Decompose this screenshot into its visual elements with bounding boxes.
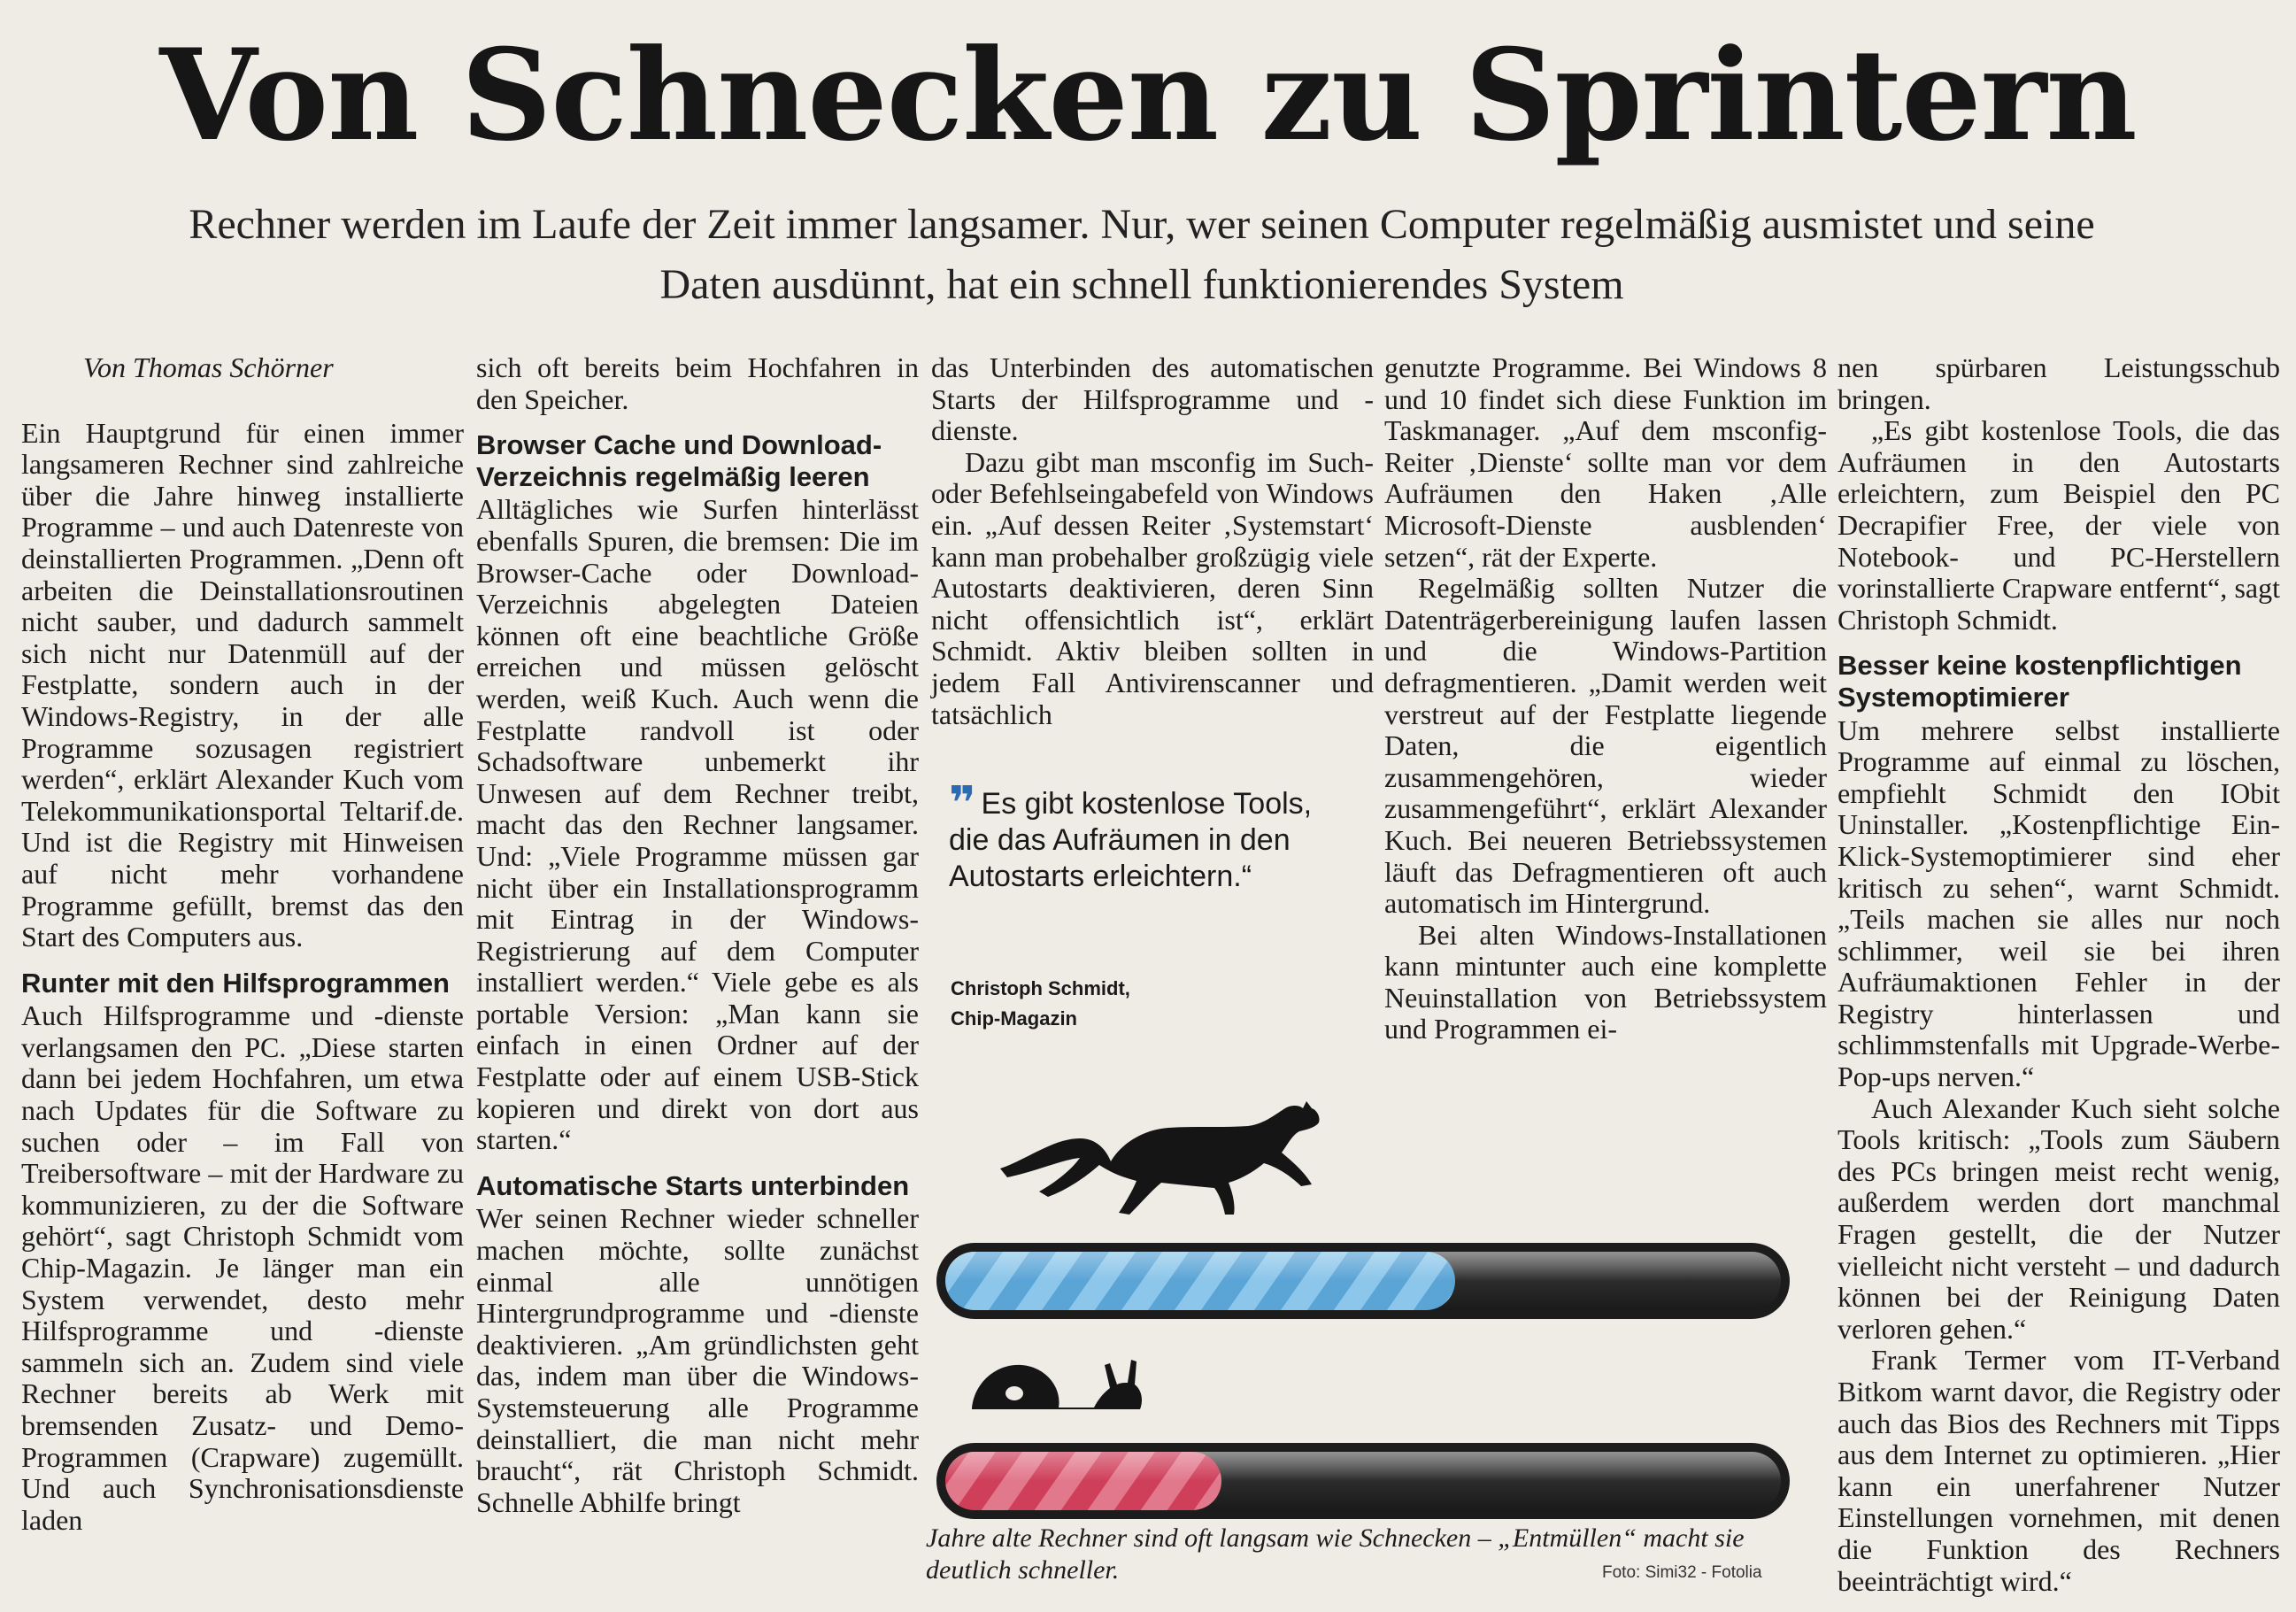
paragraph: Frank Termer vom IT-Verband Bitkom warnt davor, die Registry oder auch das Bios des Rechners mit Tipps aus dem Internet zu optimieren. „Hier kann ein unerfahrener Nutzer Einstellungen vornehmen, mit denen die Funktion des Rechners beeinträchtigt wird.“	[1838, 1344, 2280, 1597]
slow-progress-bar	[936, 1443, 1790, 1519]
pull-quote-source-name: Christoph Schmidt,	[951, 977, 1130, 999]
article-column-1	[21, 352, 464, 1536]
paragraph: „Es gibt kostenlose Tools, die das Aufräumen in den Autostarts erleichtern, zum Beispiel den PC Decrapifier Free, der viele von Notebook- und PC-Herstellern vorinstallierte Crapware entfernt“, sagt Christoph Schmidt.	[1838, 414, 2280, 636]
subheadline: Rechner werden im Laufe der Zeit immer langsamer. Nur, wer seinen Computer regelmäßig ausmistet und seine Daten ausdünnt, hat ein schnell funktionierendes System	[189, 201, 2095, 308]
paragraph: Dazu gibt man msconfig im Such- oder Befehlseingabefeld von Windows ein. „Auf dessen Reiter ‚Systemstart‘ kann man probehalber großzügig viele Autostarts deaktivieren, deren Sinn nicht offensichtlich ist“, erklärt Schmidt. Aktiv bleiben sollten in jedem Fall Antivirenscanner und tatsächlich	[931, 445, 1374, 730]
pull-quote-text: Es gibt kostenlose Tools, die das Aufräumen in den Autostarts erleichtern.“	[949, 787, 1313, 893]
article-column-3	[931, 351, 1374, 730]
paragraph: genutzte Programme. Bei Windows 8 und 10 findet sich diese Funktion im Taskmanager. „Auf dem msconfig-Reiter ‚Dienste‘ sollte man vor dem Aufräumen den Haken ‚Alle Microsoft-Dienste ausblenden‘ setzen“, rät der Experte.	[1384, 351, 1827, 573]
cheetah-icon	[1000, 1101, 1320, 1215]
paragraph: sich oft bereits beim Hochfahren in den Speicher.	[476, 351, 919, 415]
section-heading: Browser Cache und Download-Verzeichnis regelmäßig leeren	[476, 429, 882, 492]
paragraph: Regelmäßig sollten Nutzer die Datenträgerbereinigung laufen lassen und die Windows-Partition defragmentieren. „Damit werden weit verstreut auf der Festplatte liegende Daten, die eigentlich zusammengehören, wieder zusammengeführt“, erklärt Alexander Kuch. Bei neueren Betriebssystemen läuft das Defragmentieren oft auch automatisch im Hintergrund.	[1384, 572, 1827, 920]
pull-quote-source	[951, 974, 1305, 1034]
paragraph: Wer seinen Rechner wieder schneller machen möchte, sollte zunächst einmal alle unnötigen Hintergrundprogramme und -dienste deaktivieren. „Am gründlichsten geht das, indem man über die Windows-Systemsteuerung alle Programme deinstalliert, die man nicht mehr braucht“, rät Christoph Schmidt. Schnelle Abhilfe bringt	[476, 1202, 919, 1518]
paragraph: Auch Alexander Kuch sieht solche Tools kritisch: „Tools zum Säubern des PCs bringen meist recht wenig, außerdem werden dort manchmal Fragen gestellt, die der Nutzer vielleicht nicht versteht – und dadurch können bei der Reinigung Daten verloren gehen.“	[1838, 1091, 2280, 1345]
speed-illustration	[929, 1053, 1797, 1531]
section-heading: Runter mit den Hilfsprogrammen	[21, 967, 450, 999]
headline: Von Schnecken zu Sprintern	[159, 22, 2137, 169]
snail-icon	[972, 1360, 1142, 1409]
article-column-5	[1838, 352, 2280, 1597]
fast-progress-bar	[936, 1243, 1790, 1319]
section-heading: Automatische Starts unterbinden	[476, 1169, 910, 1201]
paragraph: Um mehrere selbst installierte Programme auf einmal zu löschen, empfiehlt Schmidt den IObit Uninstaller. „Kostenpflichtige Ein-Klick-Systemoptimierer sind eher kritisch zu sehen“, warnt Schmidt. „Teils machen sie alles nur noch schlimmer, weil sie bei ihren Aufräumaktionen Fehler in der Registry hinterlassen und schlimmstenfalls mit Upgrade-Werbe-Pop-ups nerven.“	[1838, 713, 2280, 1093]
paragraph: nen spürbaren Leistungsschub bringen.	[1838, 351, 2280, 415]
article-column-2	[476, 352, 919, 1518]
section-heading: Besser keine kostenpflichtigen Systemoptimierer	[1838, 650, 2242, 713]
paragraph: Auch Hilfsprogramme und -dienste verlangsamen den PC. „Diese starten dann bei jedem Hochfahren, um etwa nach Updates für die Software zu suchen oder – im Fall von Treibersoftware – mit der Hardware zu kommunizieren, zu der die Software gehört“, sagt Christoph Schmidt vom Chip-Magazin. Je länger man ein System verwendet, desto mehr Hilfsprogramme und -dienste sammeln sich an. Zudem sind viele Rechner bereits ab Werk mit bremsenden Zusatz- und Demo-Programmen (Crapware) zugemüllt. Und auch Synchronisationsdienste laden	[21, 999, 464, 1536]
byline: Von Thomas Schörner	[83, 351, 334, 383]
image-caption: Jahre alte Rechner sind oft langsam wie Schnecken – „Entmüllen“ macht sie deutlich schneller.	[926, 1523, 1745, 1585]
quote-mark-icon: ❞	[949, 778, 976, 829]
paragraph: Bei alten Windows-Installationen kann mintunter auch eine komplette Neuinstallation von Betriebssystem und Programmen ei-	[1384, 918, 1827, 1045]
pull-quote	[949, 778, 1321, 895]
article-column-4	[1384, 352, 1827, 1045]
pull-quote-source-org: Chip-Magazin	[951, 1007, 1077, 1030]
paragraph: Ein Hauptgrund für einen immer langsameren Rechner sind zahlreiche über die Jahre hinweg installierte Programme – und auch Datenreste von deinstallierten Programmen. „Denn oft arbeiten die Deinstallationsroutinen nicht sauber, und dadurch sammelt sich nicht nur Datenmüll auf der Festplatte, sondern auch in der Windows-Registry, in der alle Programme sozusagen registriert werden“, erklärt Alexander Kuch vom Telekommunikationsportal Teltarif.de. Und ist die Registry mit Hinweisen auf nicht mehr vorhandene Programme gefüllt, bremst das den Start des Computers aus.	[21, 416, 464, 953]
paragraph: Alltägliches wie Surfen hinterlässt ebenfalls Spuren, die bremsen: Die im Browser-Cache oder Download-Verzeichnis abgelegten Dateien können oft eine beachtliche Größe erreichen und müssen gelöscht werden, weiß Kuch. Auch wenn die Festplatte randvoll ist oder Schadsoftware unbemerkt ihr Unwesen auf dem Rechner treibt, macht das den Rechner langsamer. Und: „Viele Programme müssen gar nicht über ein Installationsprogramm mit Eintrag in der Windows-Registrierung auf dem Computer installiert werden.“ Viele gebe es als portable Version: „Man kann sie einfach in einen Ordner auf der Festplatte oder auf einem USB-Stick kopieren und direkt von dort aus starten.“	[476, 493, 919, 1156]
paragraph: das Unterbinden des automatischen Starts der Hilfsprogramme und -dienste.	[931, 351, 1374, 447]
photo-credit: Foto: Simi32 - Fotolia	[1602, 1563, 1762, 1582]
